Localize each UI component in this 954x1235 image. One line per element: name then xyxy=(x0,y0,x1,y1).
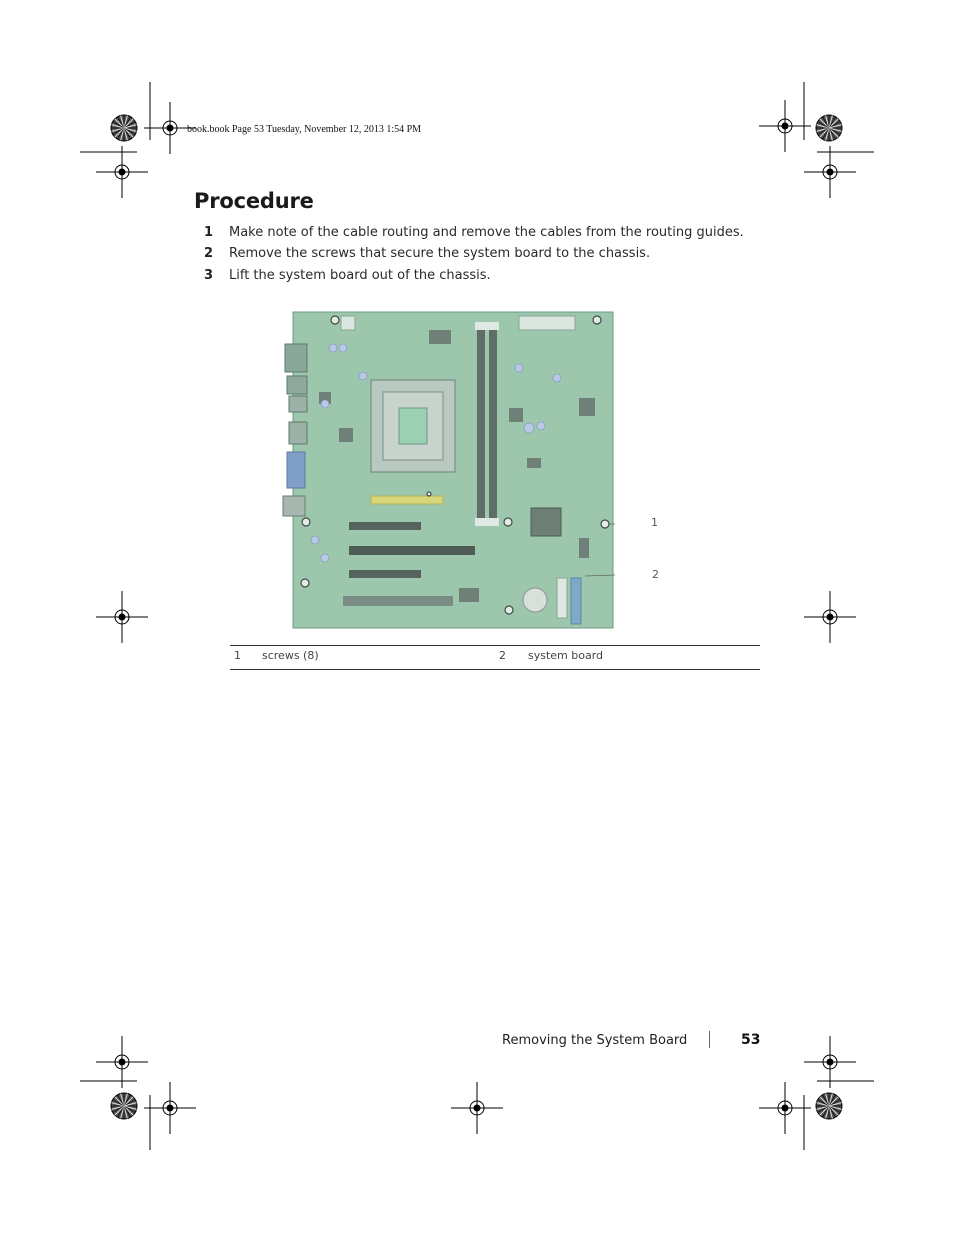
legend-label: screws (8) xyxy=(262,649,319,662)
step-text: Lift the system board out of the chassis. xyxy=(229,268,491,283)
step-number: 1 xyxy=(204,225,214,240)
step-text: Make note of the cable routing and remove the cables from the routing guides. xyxy=(229,225,744,240)
legend-number: 2 xyxy=(499,649,506,662)
print-slug: book.book Page 53 Tuesday, November 12, 2013 1:54 PM xyxy=(187,124,422,135)
step-number: 2 xyxy=(204,246,214,261)
page-number: 53 xyxy=(741,1032,761,1048)
system-board-illustration xyxy=(279,308,615,632)
section-heading: Procedure xyxy=(194,189,314,213)
callout-1: 1 xyxy=(651,516,658,529)
procedure-step xyxy=(204,225,744,240)
footer-separator xyxy=(709,1031,710,1048)
legend-label: system board xyxy=(528,649,604,662)
legend-number: 1 xyxy=(234,649,241,662)
callout-2: 2 xyxy=(652,568,659,581)
procedure-step xyxy=(204,268,491,283)
step-number: 3 xyxy=(204,268,214,283)
procedure-step xyxy=(204,246,650,261)
figure-legend-table xyxy=(230,645,760,670)
footer-chapter-title: Removing the System Board xyxy=(502,1033,688,1048)
step-text: Remove the screws that secure the system board to the chassis. xyxy=(229,246,651,261)
